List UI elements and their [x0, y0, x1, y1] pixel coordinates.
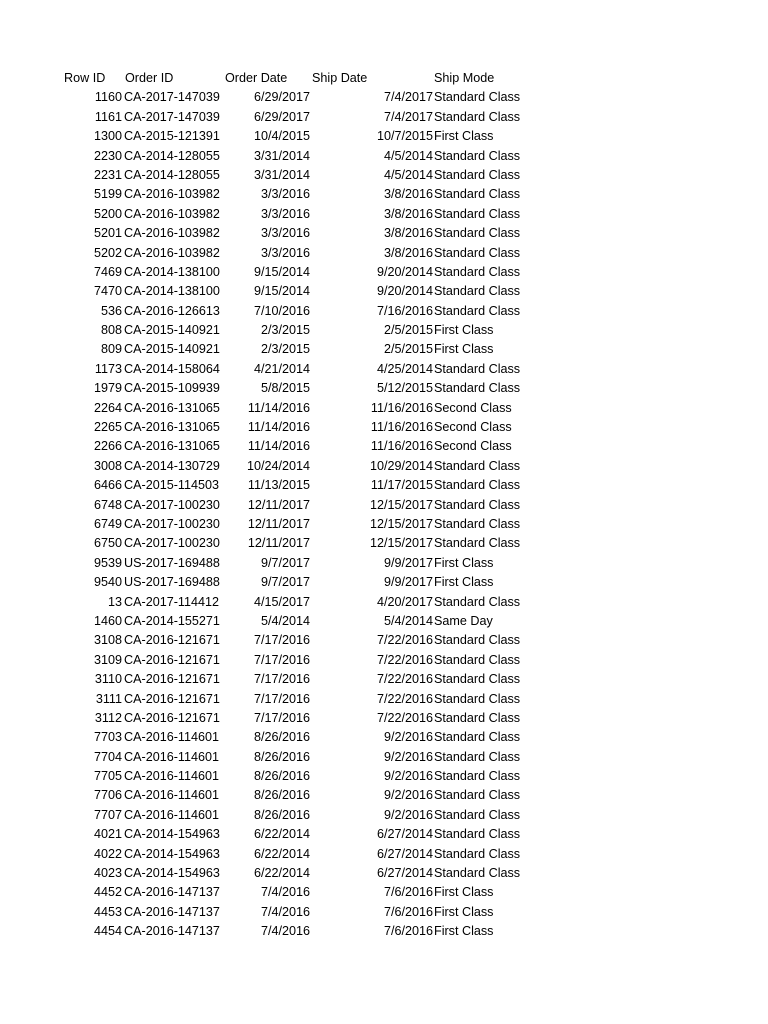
ship-date-cell[interactable]: 7/22/2016: [376, 710, 433, 725]
order-id-cell[interactable]: CA-2016-114601: [124, 807, 219, 822]
ship-date-cell[interactable]: 5/12/2015: [376, 381, 433, 396]
order-date-cell[interactable]: 9/15/2014: [253, 264, 310, 279]
order-date-cell[interactable]: 3/3/2016: [260, 206, 310, 221]
row-id-cell[interactable]: 9539: [93, 555, 122, 570]
order-id-cell[interactable]: CA-2014-158064: [124, 361, 220, 376]
table-row: [0, 825, 768, 844]
ship-mode-cell[interactable]: Standard Class: [434, 458, 521, 473]
row-id-cell[interactable]: 9540: [93, 575, 122, 590]
ship-mode-cell[interactable]: Standard Class: [434, 807, 521, 822]
ship-mode-cell[interactable]: Standard Class: [434, 284, 521, 299]
ship-date-cell[interactable]: 4/5/2014: [383, 167, 433, 182]
order-date-cell[interactable]: 3/3/2016: [260, 245, 310, 260]
ship-date-cell[interactable]: 12/15/2017: [369, 516, 433, 531]
ship-date-cell[interactable]: 9/9/2017: [383, 575, 433, 590]
row-id-cell[interactable]: 4023: [93, 866, 122, 881]
row-id-cell[interactable]: 2266: [93, 439, 122, 454]
ship-date-cell[interactable]: 6/27/2014: [376, 866, 433, 881]
row-id-cell[interactable]: 13: [107, 594, 122, 609]
ship-mode-cell[interactable]: First Class: [434, 323, 494, 338]
order-id-cell[interactable]: CA-2017-147039: [124, 90, 220, 105]
header-order-date[interactable]: Order Date: [225, 71, 288, 85]
ship-mode-cell[interactable]: Standard Class: [434, 866, 521, 881]
row-id-cell[interactable]: 3112: [94, 710, 122, 725]
header-ship-date[interactable]: Ship Date: [312, 71, 368, 85]
ship-date-cell[interactable]: 9/2/2016: [383, 730, 433, 745]
ship-date-cell[interactable]: 11/16/2016: [370, 439, 433, 454]
order-id-cell[interactable]: CA-2017-100230: [124, 536, 220, 551]
row-id-cell[interactable]: 809: [100, 342, 122, 357]
row-id-cell[interactable]: 1300: [93, 129, 122, 144]
order-id-cell[interactable]: CA-2015-140921: [124, 342, 220, 357]
order-date-cell[interactable]: 11/14/2016: [247, 420, 310, 435]
order-id-cell[interactable]: CA-2016-147137: [124, 885, 220, 900]
row-id-cell[interactable]: 5199: [93, 187, 122, 202]
table-row: [0, 612, 768, 631]
order-date-cell[interactable]: 12/11/2017: [247, 497, 310, 512]
row-id-cell[interactable]: 7703: [93, 730, 122, 745]
ship-date-cell[interactable]: 7/22/2016: [376, 652, 433, 667]
order-date-cell[interactable]: 7/10/2016: [253, 303, 310, 318]
table-row: [0, 534, 768, 553]
ship-mode-cell[interactable]: Standard Class: [434, 226, 521, 241]
table-row: [0, 224, 768, 243]
order-date-cell[interactable]: 10/24/2014: [246, 458, 310, 473]
order-id-cell[interactable]: CA-2016-114601: [124, 730, 219, 745]
row-id-cell[interactable]: 1460: [93, 613, 122, 628]
row-id-cell[interactable]: 1173: [94, 361, 122, 376]
ship-mode-cell[interactable]: Same Day: [434, 613, 493, 628]
order-id-cell[interactable]: CA-2016-114601: [124, 769, 219, 784]
order-id-cell[interactable]: CA-2014-128055: [124, 167, 220, 182]
ship-date-cell[interactable]: 7/16/2016: [376, 303, 433, 318]
ship-date-cell[interactable]: 7/22/2016: [376, 672, 433, 687]
ship-mode-cell[interactable]: Second Class: [434, 439, 512, 454]
order-id-cell[interactable]: CA-2014-138100: [124, 284, 220, 299]
order-date-cell[interactable]: 8/26/2016: [253, 769, 310, 784]
table-row: [0, 728, 768, 747]
row-id-cell[interactable]: 2264: [93, 400, 122, 415]
order-date-cell[interactable]: 8/26/2016: [253, 749, 310, 764]
ship-date-cell[interactable]: 4/5/2014: [383, 148, 433, 163]
order-id-cell[interactable]: CA-2017-147039: [124, 109, 220, 124]
ship-mode-cell[interactable]: First Class: [434, 575, 494, 590]
row-id-cell[interactable]: 4454: [93, 924, 122, 939]
row-id-cell[interactable]: 7704: [93, 749, 122, 764]
row-id-cell[interactable]: 7705: [93, 769, 122, 784]
ship-date-cell[interactable]: 4/25/2014: [376, 361, 433, 376]
ship-mode-cell[interactable]: Standard Class: [434, 846, 521, 861]
order-date-cell[interactable]: 9/7/2017: [260, 555, 310, 570]
order-id-cell[interactable]: CA-2016-131065: [124, 400, 220, 415]
ship-mode-cell[interactable]: Standard Class: [434, 148, 521, 163]
order-date-cell[interactable]: 7/17/2016: [253, 633, 310, 648]
ship-date-cell[interactable]: 7/22/2016: [376, 633, 433, 648]
order-id-cell[interactable]: US-2017-169488: [124, 575, 220, 590]
order-id-cell[interactable]: CA-2016-126613: [124, 303, 220, 318]
order-id-cell[interactable]: CA-2016-114601: [124, 788, 219, 803]
ship-date-cell[interactable]: 9/2/2016: [383, 749, 433, 764]
order-date-cell[interactable]: 4/15/2017: [253, 594, 310, 609]
order-date-cell[interactable]: 7/4/2016: [260, 904, 310, 919]
table-row: [0, 864, 768, 883]
row-id-cell[interactable]: 3108: [93, 633, 122, 648]
order-date-cell[interactable]: 6/22/2014: [253, 827, 310, 842]
ship-date-cell[interactable]: 12/15/2017: [369, 497, 433, 512]
table-row: [0, 767, 768, 786]
row-id-cell[interactable]: 2230: [93, 148, 122, 163]
ship-mode-cell[interactable]: First Class: [434, 342, 494, 357]
ship-mode-cell[interactable]: Standard Class: [434, 672, 521, 687]
row-id-cell[interactable]: 7469: [93, 264, 122, 279]
order-id-cell[interactable]: CA-2014-138100: [124, 264, 220, 279]
ship-mode-cell[interactable]: Standard Class: [434, 206, 521, 221]
table-row: [0, 379, 768, 398]
table-row: [0, 437, 768, 456]
order-id-cell[interactable]: CA-2014-154963: [124, 846, 220, 861]
order-id-cell[interactable]: CA-2016-114601: [124, 749, 219, 764]
order-id-cell[interactable]: CA-2014-130729: [124, 458, 220, 473]
order-id-cell[interactable]: CA-2015-109939: [124, 381, 220, 396]
ship-date-cell[interactable]: 7/6/2016: [383, 924, 433, 939]
ship-date-cell[interactable]: 6/27/2014: [376, 827, 433, 842]
order-date-cell[interactable]: 3/3/2016: [260, 187, 310, 202]
table-row: [0, 631, 768, 650]
order-date-cell[interactable]: 4/21/2014: [253, 361, 310, 376]
table-row: [0, 244, 768, 263]
row-id-cell[interactable]: 7706: [93, 788, 122, 803]
table-row: [0, 263, 768, 282]
row-id-cell[interactable]: 1979: [93, 381, 122, 396]
row-id-cell[interactable]: 2265: [93, 420, 122, 435]
table-row: [0, 399, 768, 418]
row-id-cell[interactable]: 6748: [93, 497, 122, 512]
ship-date-cell[interactable]: 11/16/2016: [370, 400, 433, 415]
row-id-cell[interactable]: 5202: [93, 245, 122, 260]
order-id-cell[interactable]: CA-2014-155271: [124, 613, 220, 628]
order-id-cell[interactable]: CA-2016-103982: [124, 187, 220, 202]
ship-date-cell[interactable]: 11/17/2015: [370, 478, 433, 493]
ship-mode-cell[interactable]: Standard Class: [434, 827, 521, 842]
ship-mode-cell[interactable]: First Class: [434, 904, 494, 919]
order-id-cell[interactable]: CA-2017-114412: [124, 594, 219, 609]
ship-mode-cell[interactable]: Standard Class: [434, 478, 521, 493]
row-id-cell[interactable]: 7707: [93, 807, 122, 822]
order-id-cell[interactable]: CA-2015-121391: [124, 129, 220, 144]
order-id-cell[interactable]: CA-2016-147137: [124, 904, 220, 919]
order-date-cell[interactable]: 2/3/2015: [260, 342, 310, 357]
ship-mode-cell[interactable]: First Class: [434, 555, 494, 570]
ship-mode-cell[interactable]: Standard Class: [434, 691, 521, 706]
row-id-cell[interactable]: 5201: [93, 226, 122, 241]
ship-date-cell[interactable]: 9/9/2017: [383, 555, 433, 570]
order-id-cell[interactable]: CA-2015-114503: [124, 478, 219, 493]
order-date-cell[interactable]: 3/31/2014: [253, 148, 310, 163]
table-row: [0, 593, 768, 612]
ship-mode-cell[interactable]: First Class: [434, 885, 494, 900]
ship-mode-cell[interactable]: Standard Class: [434, 594, 521, 609]
table-row: [0, 748, 768, 767]
ship-mode-cell[interactable]: First Class: [434, 924, 494, 939]
table-row: [0, 496, 768, 515]
table-row: [0, 166, 768, 185]
ship-date-cell[interactable]: 7/4/2017: [383, 90, 433, 105]
ship-date-cell[interactable]: 4/20/2017: [376, 594, 433, 609]
table-row: [0, 690, 768, 709]
table-row: [0, 903, 768, 922]
ship-date-cell[interactable]: 9/20/2014: [376, 264, 433, 279]
ship-mode-cell[interactable]: Standard Class: [434, 652, 521, 667]
ship-date-cell[interactable]: 9/20/2014: [376, 284, 433, 299]
row-id-cell[interactable]: 3111: [95, 691, 122, 706]
header-row-id[interactable]: Row ID: [64, 71, 106, 85]
ship-date-cell[interactable]: 5/4/2014: [383, 613, 433, 628]
table-row: [0, 457, 768, 476]
order-id-cell[interactable]: CA-2017-100230: [124, 497, 220, 512]
table-row: [0, 185, 768, 204]
order-date-cell[interactable]: 7/4/2016: [260, 885, 310, 900]
ship-date-cell[interactable]: 11/16/2016: [370, 420, 433, 435]
order-date-cell[interactable]: 11/14/2016: [247, 400, 310, 415]
order-date-cell[interactable]: 5/4/2014: [260, 613, 310, 628]
table-row: [0, 670, 768, 689]
order-id-cell[interactable]: CA-2016-121671: [124, 652, 220, 667]
table-row: [0, 786, 768, 805]
ship-mode-cell[interactable]: Standard Class: [434, 90, 521, 105]
ship-date-cell[interactable]: 3/8/2016: [383, 245, 433, 260]
row-id-cell[interactable]: 6466: [93, 478, 122, 493]
ship-mode-cell[interactable]: Standard Class: [434, 749, 521, 764]
order-date-cell[interactable]: 11/14/2016: [247, 439, 310, 454]
order-id-cell[interactable]: CA-2016-103982: [124, 245, 220, 260]
ship-mode-cell[interactable]: Standard Class: [434, 264, 521, 279]
table-row: [0, 108, 768, 127]
order-date-cell[interactable]: 6/29/2017: [253, 90, 310, 105]
ship-mode-cell[interactable]: Second Class: [434, 420, 512, 435]
ship-date-cell[interactable]: 9/2/2016: [383, 769, 433, 784]
table-row: [0, 554, 768, 573]
row-id-cell[interactable]: 4452: [93, 885, 122, 900]
row-id-cell[interactable]: 3008: [93, 458, 122, 473]
order-id-cell[interactable]: CA-2016-121671: [124, 672, 220, 687]
ship-date-cell[interactable]: 3/8/2016: [383, 226, 433, 241]
order-date-cell[interactable]: 10/4/2015: [253, 129, 310, 144]
row-id-cell[interactable]: 2231: [93, 167, 122, 182]
order-date-cell[interactable]: 12/11/2017: [247, 516, 310, 531]
row-id-cell[interactable]: 808: [100, 323, 122, 338]
order-id-cell[interactable]: CA-2016-121671: [124, 633, 220, 648]
ship-mode-cell[interactable]: Standard Class: [434, 167, 521, 182]
ship-date-cell[interactable]: 10/29/2014: [369, 458, 433, 473]
ship-mode-cell[interactable]: Standard Class: [434, 536, 521, 551]
order-date-cell[interactable]: 3/31/2014: [253, 167, 310, 182]
order-id-cell[interactable]: CA-2016-131065: [124, 420, 220, 435]
row-id-cell[interactable]: 7470: [93, 284, 122, 299]
order-date-cell[interactable]: 8/26/2016: [253, 807, 310, 822]
row-id-cell[interactable]: 3109: [93, 652, 122, 667]
order-id-cell[interactable]: CA-2016-131065: [124, 439, 220, 454]
order-date-cell[interactable]: 12/11/2017: [247, 536, 310, 551]
order-id-cell[interactable]: CA-2016-103982: [124, 226, 220, 241]
order-id-cell[interactable]: CA-2016-103982: [124, 206, 220, 221]
ship-mode-cell[interactable]: Standard Class: [434, 633, 521, 648]
ship-date-cell[interactable]: 6/27/2014: [376, 846, 433, 861]
row-id-cell[interactable]: 4022: [93, 846, 122, 861]
ship-date-cell[interactable]: 7/4/2017: [383, 109, 433, 124]
order-date-cell[interactable]: 7/17/2016: [253, 691, 310, 706]
order-date-cell[interactable]: 7/17/2016: [253, 652, 310, 667]
row-id-cell[interactable]: 4021: [93, 827, 122, 842]
table-row: [0, 302, 768, 321]
ship-mode-cell[interactable]: Standard Class: [434, 303, 521, 318]
ship-mode-cell[interactable]: Standard Class: [434, 710, 521, 725]
ship-date-cell[interactable]: 2/5/2015: [383, 323, 433, 338]
table-body: [0, 88, 768, 941]
ship-mode-cell[interactable]: First Class: [434, 129, 494, 144]
order-date-cell[interactable]: 7/17/2016: [253, 672, 310, 687]
order-id-cell[interactable]: US-2017-169488: [124, 555, 220, 570]
order-date-cell[interactable]: 6/22/2014: [253, 866, 310, 881]
ship-mode-cell[interactable]: Standard Class: [434, 381, 521, 396]
table-row: [0, 709, 768, 728]
table-row: [0, 205, 768, 224]
header-ship-mode[interactable]: Ship Mode: [434, 71, 495, 85]
table-row: [0, 476, 768, 495]
order-date-cell[interactable]: 9/7/2017: [260, 575, 310, 590]
ship-date-cell[interactable]: 7/22/2016: [376, 691, 433, 706]
order-id-cell[interactable]: CA-2016-121671: [124, 691, 220, 706]
header-row: [0, 69, 768, 88]
order-id-cell[interactable]: CA-2016-147137: [124, 924, 220, 939]
ship-date-cell[interactable]: 12/15/2017: [369, 536, 433, 551]
table-row: [0, 515, 768, 534]
row-id-cell[interactable]: 5200: [93, 206, 122, 221]
order-date-cell[interactable]: 6/29/2017: [253, 109, 310, 124]
table-row: [0, 845, 768, 864]
table-row: [0, 573, 768, 592]
row-id-cell[interactable]: 1160: [94, 90, 122, 105]
order-id-cell[interactable]: CA-2017-100230: [124, 516, 220, 531]
ship-mode-cell[interactable]: Standard Class: [434, 109, 521, 124]
ship-mode-cell[interactable]: Standard Class: [434, 730, 521, 745]
table-row: [0, 418, 768, 437]
order-date-cell[interactable]: 6/22/2014: [253, 846, 310, 861]
ship-mode-cell[interactable]: Standard Class: [434, 187, 521, 202]
table-row: [0, 340, 768, 359]
ship-mode-cell[interactable]: Standard Class: [434, 769, 521, 784]
ship-date-cell[interactable]: 3/8/2016: [383, 206, 433, 221]
ship-mode-cell[interactable]: Standard Class: [434, 361, 521, 376]
row-id-cell[interactable]: 536: [100, 303, 122, 318]
table-row: [0, 88, 768, 107]
ship-mode-cell[interactable]: Standard Class: [434, 788, 521, 803]
ship-date-cell[interactable]: 7/6/2016: [383, 885, 433, 900]
ship-mode-cell[interactable]: Second Class: [434, 400, 512, 415]
table-row: [0, 321, 768, 340]
order-id-cell[interactable]: CA-2016-121671: [124, 710, 220, 725]
order-date-cell[interactable]: 8/26/2016: [253, 788, 310, 803]
table-row: [0, 883, 768, 902]
spreadsheet-table: [0, 69, 768, 942]
order-date-cell[interactable]: 9/15/2014: [253, 284, 310, 299]
table-row: [0, 127, 768, 146]
table-row: [0, 806, 768, 825]
ship-date-cell[interactable]: 2/5/2015: [383, 342, 433, 357]
ship-mode-cell[interactable]: Standard Class: [434, 245, 521, 260]
order-date-cell[interactable]: 5/8/2015: [260, 381, 310, 396]
row-id-cell[interactable]: 6750: [93, 536, 122, 551]
ship-mode-cell[interactable]: Standard Class: [434, 516, 521, 531]
row-id-cell[interactable]: 3110: [94, 672, 122, 687]
header-order-id[interactable]: Order ID: [125, 71, 174, 85]
ship-date-cell[interactable]: 9/2/2016: [383, 807, 433, 822]
ship-mode-cell[interactable]: Standard Class: [434, 497, 521, 512]
order-id-cell[interactable]: CA-2014-128055: [124, 148, 220, 163]
order-id-cell[interactable]: CA-2014-154963: [124, 866, 220, 881]
ship-date-cell[interactable]: 9/2/2016: [383, 788, 433, 803]
order-date-cell[interactable]: 3/3/2016: [260, 226, 310, 241]
row-id-cell[interactable]: 4453: [93, 904, 122, 919]
row-id-cell[interactable]: 1161: [94, 109, 122, 124]
table-row: [0, 651, 768, 670]
table-row: [0, 147, 768, 166]
ship-date-cell[interactable]: 10/7/2015: [376, 129, 433, 144]
order-date-cell[interactable]: 11/13/2015: [247, 478, 310, 493]
table-row: [0, 360, 768, 379]
row-id-cell[interactable]: 6749: [93, 516, 122, 531]
order-date-cell[interactable]: 2/3/2015: [260, 323, 310, 338]
ship-date-cell[interactable]: 7/6/2016: [383, 904, 433, 919]
ship-date-cell[interactable]: 3/8/2016: [383, 187, 433, 202]
order-id-cell[interactable]: CA-2014-154963: [124, 827, 220, 842]
table-row: [0, 922, 768, 941]
table-row: [0, 282, 768, 301]
order-date-cell[interactable]: 7/4/2016: [260, 924, 310, 939]
order-date-cell[interactable]: 7/17/2016: [253, 710, 310, 725]
order-id-cell[interactable]: CA-2015-140921: [124, 323, 220, 338]
order-date-cell[interactable]: 8/26/2016: [253, 730, 310, 745]
